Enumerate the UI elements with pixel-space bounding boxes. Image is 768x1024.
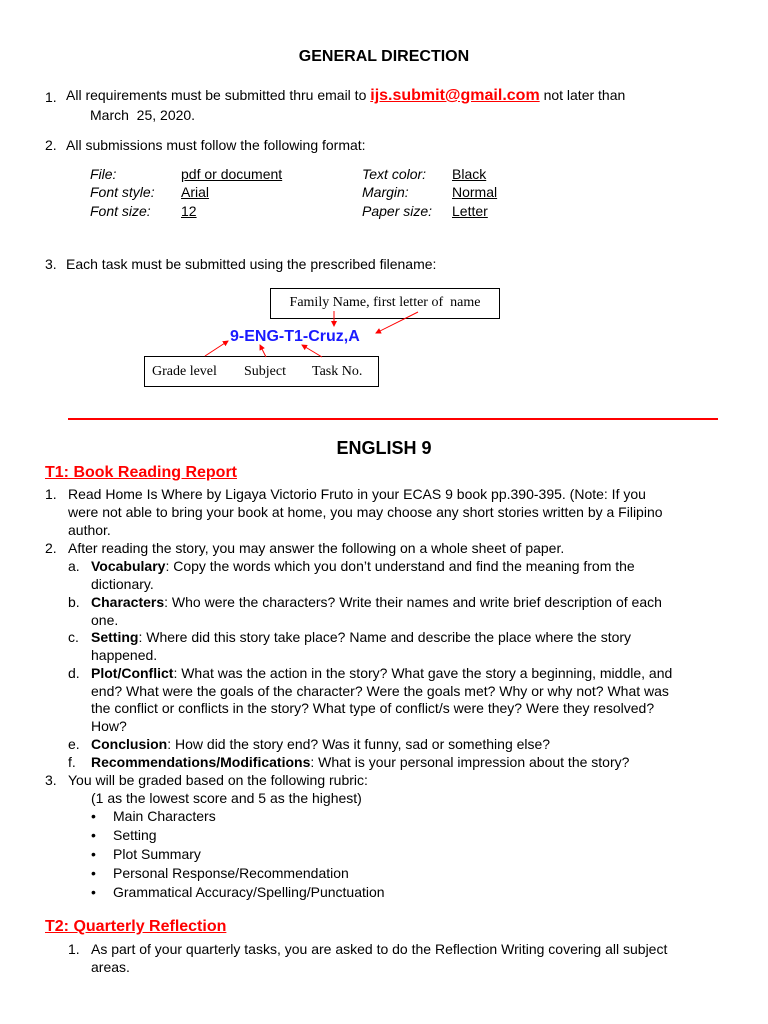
sub-item-a-line-1 — [91, 557, 635, 575]
english-9-title: ENGLISH 9 — [336, 438, 432, 458]
item-2-text: All submissions must follow the following format: — [66, 137, 366, 153]
vocabulary-text: : Copy the words which you don’t understand and find the meaning from the — [165, 558, 635, 574]
t1-item-1-number: 1. — [45, 486, 57, 502]
sub-item-c-letter: c. — [68, 629, 79, 645]
arrow-subject — [260, 345, 266, 357]
setting-term: Setting — [91, 629, 139, 645]
sub-item-a-line-2: dictionary. — [91, 576, 154, 592]
recommendations-term: Recommendations/Modifications — [91, 754, 311, 770]
sub-item-e-line-1 — [91, 735, 550, 753]
t2-item-1-line-1: As part of your quarterly tasks, you are asked to do the Reflection Writing covering all subject — [91, 941, 668, 957]
item-3-number: 3. — [45, 256, 57, 272]
email-link[interactable]: ijs.submit@gmail.com — [370, 87, 540, 104]
rubric-bullet-1: • — [91, 808, 96, 824]
general-direction-title: GENERAL DIRECTION — [298, 48, 470, 65]
format-file-label: File: — [90, 166, 117, 182]
item-1-pre-text: All requirements must be submitted thru email to — [66, 87, 367, 103]
sub-item-b-letter: b. — [68, 594, 80, 610]
rubric-item-5: Grammatical Accuracy/Spelling/Punctuation — [113, 884, 385, 900]
conclusion-text: : How did the story end? Was it funny, sad or something else? — [167, 736, 551, 752]
plot-conflict-text: : What was the action in the story? What gave the story a beginning, middle, and — [173, 665, 673, 681]
diagram-arrows — [0, 0, 768, 420]
sub-item-b-line-1 — [91, 593, 662, 611]
t2-title: T2: Quarterly Reflection — [45, 918, 227, 935]
t1-item-1-line-2: were not able to bring your book at home, you may choose any short stories written by a Filipino — [68, 504, 663, 520]
format-paper-label: Paper size: — [362, 203, 433, 219]
sub-item-f-letter: f. — [68, 754, 76, 770]
t1-title: T1: Book Reading Report — [45, 464, 238, 481]
format-size-label: Font size: — [90, 203, 151, 219]
section-divider — [68, 418, 718, 420]
format-margin-label: Margin: — [362, 184, 409, 200]
setting-text: : Where did this story take place? Name and describe the place where the story — [138, 629, 632, 645]
rubric-bullet-3: • — [91, 846, 96, 862]
arrow-grade — [205, 341, 228, 356]
family-name-label: Family Name, first letter of name — [289, 295, 481, 310]
characters-term: Characters — [91, 594, 165, 610]
rubric-bullet-5: • — [91, 884, 96, 900]
sub-item-c-line-2: happened. — [91, 647, 158, 663]
format-color-label: Text color: — [362, 166, 427, 182]
conclusion-term: Conclusion — [91, 736, 168, 752]
rubric-item-4: Personal Response/Recommendation — [113, 865, 349, 881]
sub-item-d-line-2: end? What were the goals of the character? Were the goals met? Why or why not? What was — [91, 683, 669, 699]
sub-item-d-line-3: the conflict or conflicts in the story? What type of conflict/s were they? Were they resolved? — [91, 700, 655, 716]
sub-item-b-line-2: one. — [91, 612, 119, 628]
t2-item-1-line-2: areas. — [91, 959, 130, 975]
format-size-value: 12 — [181, 203, 197, 219]
format-file-value: pdf or document — [181, 166, 283, 182]
format-style-value: Arial — [181, 184, 210, 200]
arrow-task — [302, 345, 322, 357]
item-2-number: 2. — [45, 137, 57, 153]
subject-label: Subject — [244, 364, 286, 379]
item-1-post-text: not later than — [543, 87, 626, 103]
task-no-label: Task No. — [312, 364, 363, 379]
example-filename: 9-ENG-T1-Cruz,A — [230, 328, 360, 345]
t1-item-1-line-3: author. — [68, 522, 111, 538]
t1-item-1-line-1: Read Home Is Where by Ligaya Victorio Fruto in your ECAS 9 book pp.390-395. (Note: If you — [68, 486, 646, 502]
characters-text: : Who were the characters? Write their names and write brief description of each — [164, 594, 662, 610]
sub-item-d-letter: d. — [68, 665, 80, 681]
t1-item-3-line-2: (1 as the lowest score and 5 as the highest) — [91, 790, 362, 806]
format-style-label: Font style: — [90, 184, 155, 200]
t1-item-2-number: 2. — [45, 540, 57, 556]
rubric-bullet-2: • — [91, 827, 96, 843]
vocabulary-term: Vocabulary — [91, 558, 166, 574]
recommendations-text: : What is your personal impression about the story? — [310, 754, 630, 770]
t1-item-3-line-1: You will be graded based on the following rubric: — [68, 772, 368, 788]
plot-conflict-term: Plot/Conflict — [91, 665, 174, 681]
rubric-bullet-4: • — [91, 865, 96, 881]
t1-item-3-number: 3. — [45, 772, 57, 788]
sub-item-d-line-1 — [91, 664, 672, 682]
format-paper-value: Letter — [452, 203, 488, 219]
grade-level-label: Grade level — [152, 364, 217, 379]
rubric-item-2: Setting — [113, 827, 157, 843]
t2-item-1-number: 1. — [68, 941, 80, 957]
sub-item-f-line-1 — [91, 753, 629, 771]
arrow-family-letter — [376, 312, 418, 333]
rubric-item-3: Plot Summary — [113, 846, 201, 862]
sub-item-e-letter: e. — [68, 736, 80, 752]
t1-item-2-line-1: After reading the story, you may answer the following on a whole sheet of paper. — [68, 540, 565, 556]
format-margin-value: Normal — [452, 184, 498, 200]
sub-item-d-line-4: How? — [91, 718, 127, 734]
item-1-number: 1. — [45, 89, 57, 105]
sub-item-a-letter: a. — [68, 558, 80, 574]
sub-item-c-line-1 — [91, 628, 631, 646]
item-3-text: Each task must be submitted using the prescribed filename: — [66, 256, 437, 272]
rubric-item-1: Main Characters — [113, 808, 216, 824]
format-color-value: Black — [452, 166, 487, 182]
item-1-line-2: March 25, 2020. — [90, 107, 196, 123]
